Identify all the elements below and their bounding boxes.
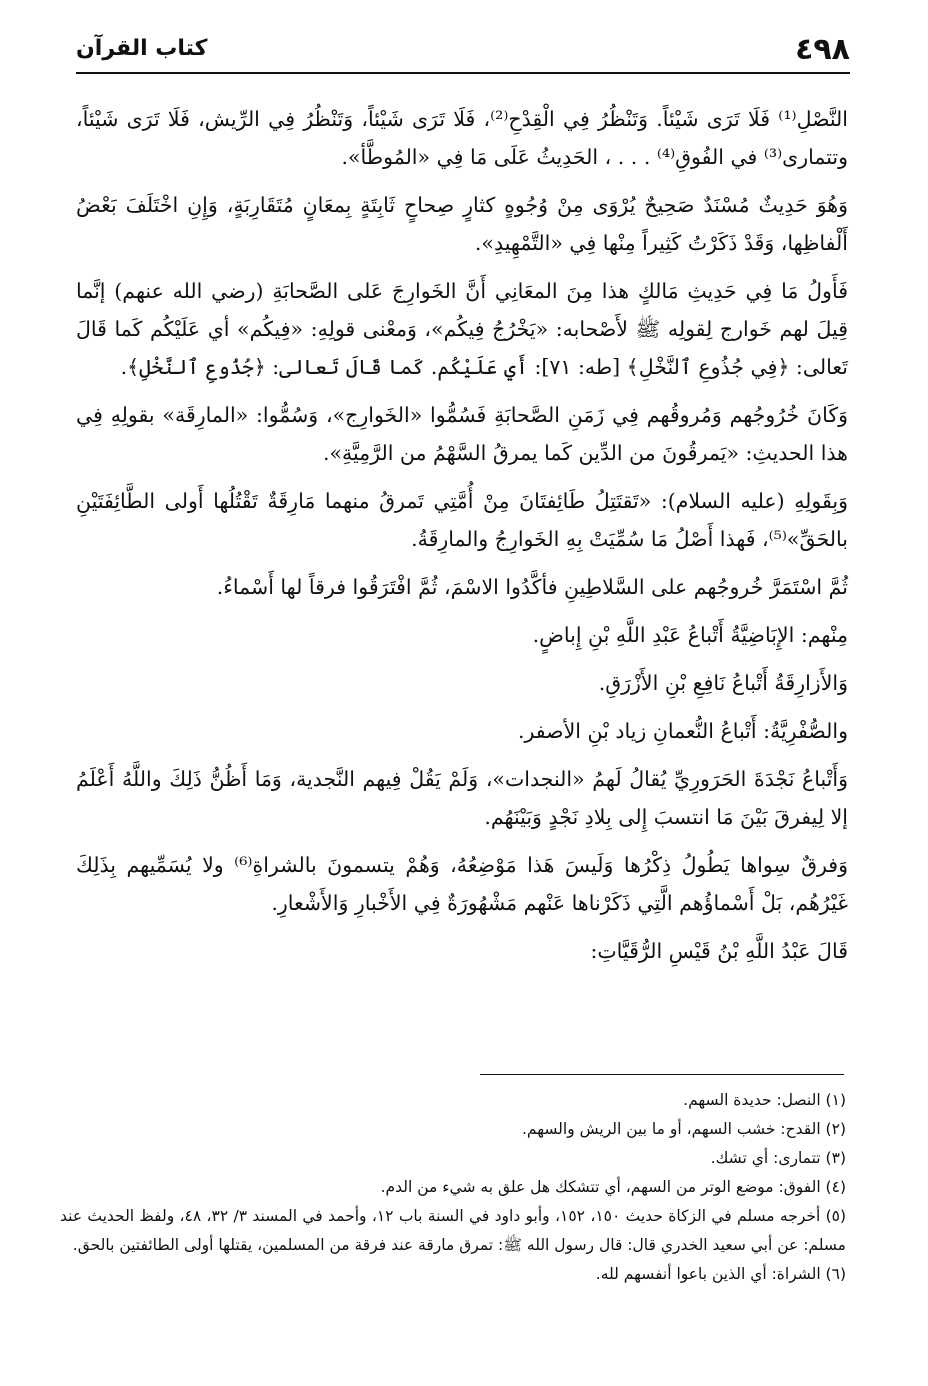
paragraph: وَكَانَ خُرُوجُهم وَمُروقُهم فِي زَمَنِ الصَّحابَةِ فَسُمُّوا «الخَوارِج»، وَسُمُّوا: «المارِقَة» بقولِهِ فِي هذا الحديثِ: «يَمرقُونَ من الدِّين كَما يمرقُ السَّهْمُ من الرَّمِيَّةِ».	[76, 403, 848, 465]
footnote: (١) النصل: حديدة السهم.	[683, 1091, 846, 1109]
main-text	[76, 100, 848, 980]
paragraph: وَأَتْباعُ نَجْدَةَ الحَرَورِيِّ يُقالُ لَهمُ «النجدات»، وَلَمْ يَقُلْ فِيهم النَّجدية، وَمَا أَظُنُّ ذَلِكَ واللَّهُ أَعْلَمُ إلا لِيفرقَ بَيْنَ مَا انتسبَ إِلى بِلادِ نَجْدٍ وَبَيْنَهُم.	[76, 767, 848, 829]
paragraph: وَبِقَولِهِ (عليه السلام): «تَقتَتِلُ طَائِفتَانَ مِنْ أُمَّتِي تَمرقُ منهما مَارِقَةٌ تَقْتُلُها أَولى الطَّائِفَتَيْنِ بالحَقِّ»⁽⁵⁾، فَهذا أَصْلُ مَا سُمِّيَتْ بِهِ الخَوارِجُ والمارِقَةُ.	[76, 489, 848, 551]
paragraph: النَّصْلِ⁽¹⁾ فَلَا تَرَى شَيْئاً. وَتَنْظُرُ فِي الْقِدْحِ⁽²⁾، فَلَا تَرَى شَيْئاً، وَتَنْظُرُ فِي الرِّيش، فَلَا تَرَى شَيْئاً، وتتمارى⁽³⁾ في الفُوقِ⁽⁴⁾ . . . ، الحَدِيثُ عَلَى مَا فِي «المُوطَّأ».	[76, 107, 848, 169]
footnotes	[60, 1086, 846, 1289]
running-title: كتاب القرآن	[76, 36, 208, 61]
footnote: (٤) الفوق: موضع الوتر من السهم، أي تتشكك هل علق به شيء من الدم.	[380, 1178, 846, 1196]
footnote: (٦) الشراة: أي الذين باعوا أنفسهم لله.	[595, 1265, 846, 1283]
paragraph: ثُمَّ اسْتَمَرَّ خُروجُهم على السَّلاطِينِ فأكَّدُوا الاسْمَ، ثُمَّ افْتَرَقُوا فرقاً لها أَسْماءُ.	[216, 575, 848, 599]
paragraph: وَالأَزارِقَةُ أَتْباعُ نَافِعِ بْنِ الأَزْرَقِ.	[598, 671, 848, 695]
paragraph: مِنْهم: الإِبَاضِيَّةُ أَتْباعُ عَبْدِ اللَّهِ بْنِ إِباضٍ.	[532, 623, 848, 647]
footnote: (٥) أخرجه مسلم في الزكاة حديث ١٥٠، ١٥٢، وأبو داود في السنة باب ١٢، وأحمد في المسند ٣/ ٣٢، ٤٨، ولفظ الحديث عند مسلم: عن أبي سعيد الخدري قال: قال رسول الله ﷺ: تمرق مارقة عند فرقة من المسلمين، يقتلها أولى الطائفتين بالحق.	[60, 1207, 847, 1254]
page-header	[76, 30, 850, 74]
page-number: ٤٩٨	[795, 32, 850, 67]
paragraph: وَهُوَ حَدِيثٌ مُسْنَدٌ صَحِيحٌ يُرْوَى مِنْ وُجُوهٍ كثارٍ صِحاحٍ ثَابِتَةٍ بِمعَانٍ مُتَقَارِبَةٍ، وَإِنِ اخْتَلَفَ بَعْضُ أَلْفاظِها، وَقَدْ ذَكَرْتُ كَثِيراً مِنْها فِي «التَّمْهِيدِ».	[76, 193, 848, 255]
paragraph: قَالَ عَبْدُ اللَّهِ بْنُ قَيْسِ الرُّقَيَّاتِ:	[590, 939, 848, 963]
footnote: (٣) تتمارى: أي تشك.	[710, 1149, 846, 1167]
paragraph: وَفرقٌ سِواها يَطُولُ ذِكْرُها وَلَيسَ هَذا مَوْضِعُهُ، وَهُمْ يتسمونَ بالشراةِ⁽⁶⁾ ولا يُسَمِّيهم بِذَلِكَ غَيْرُهُم، بَلْ أَسْماؤُهم الَّتِي ذَكَرْناها عَنْهم مَشْهُورَةٌ فِي الأَخْبارِ وَالأَشْعارِ.	[76, 853, 848, 915]
footnote-separator	[480, 1074, 844, 1075]
paragraph: فَأَولُ مَا فِي حَدِيثِ مَالكٍ هذا مِنَ المعَانِي أَنَّ الخَوارِجَ عَلى الصَّحابَةِ (رضي الله عنهم) إنَّما قِيلَ لهم خَوارج لِقولِه ﷺ لأَصْحابه: «يَخْرُجُ فِيكُم»، وَمعْنى قولِهِ: «فِيكُم» أي عَلَيْكُم كَما قَالَ تَعالى: ﴿فِي جُذُوعِ ٱلنَّخْلِ﴾ [طه: ٧١]: أَي عَلَيْكُم. كَما قَالَ تَعالى: ﴿جُذُوعِ ٱلنَّخْلِ﴾.	[76, 279, 848, 379]
footnote: (٢) القدح: خشب السهم، أو ما بين الريش والسهم.	[521, 1120, 846, 1138]
paragraph: والصُّفْرِيَّةُ: أَتْباعُ النُّعمانِ زياد بْنِ الأصفر.	[517, 719, 848, 743]
